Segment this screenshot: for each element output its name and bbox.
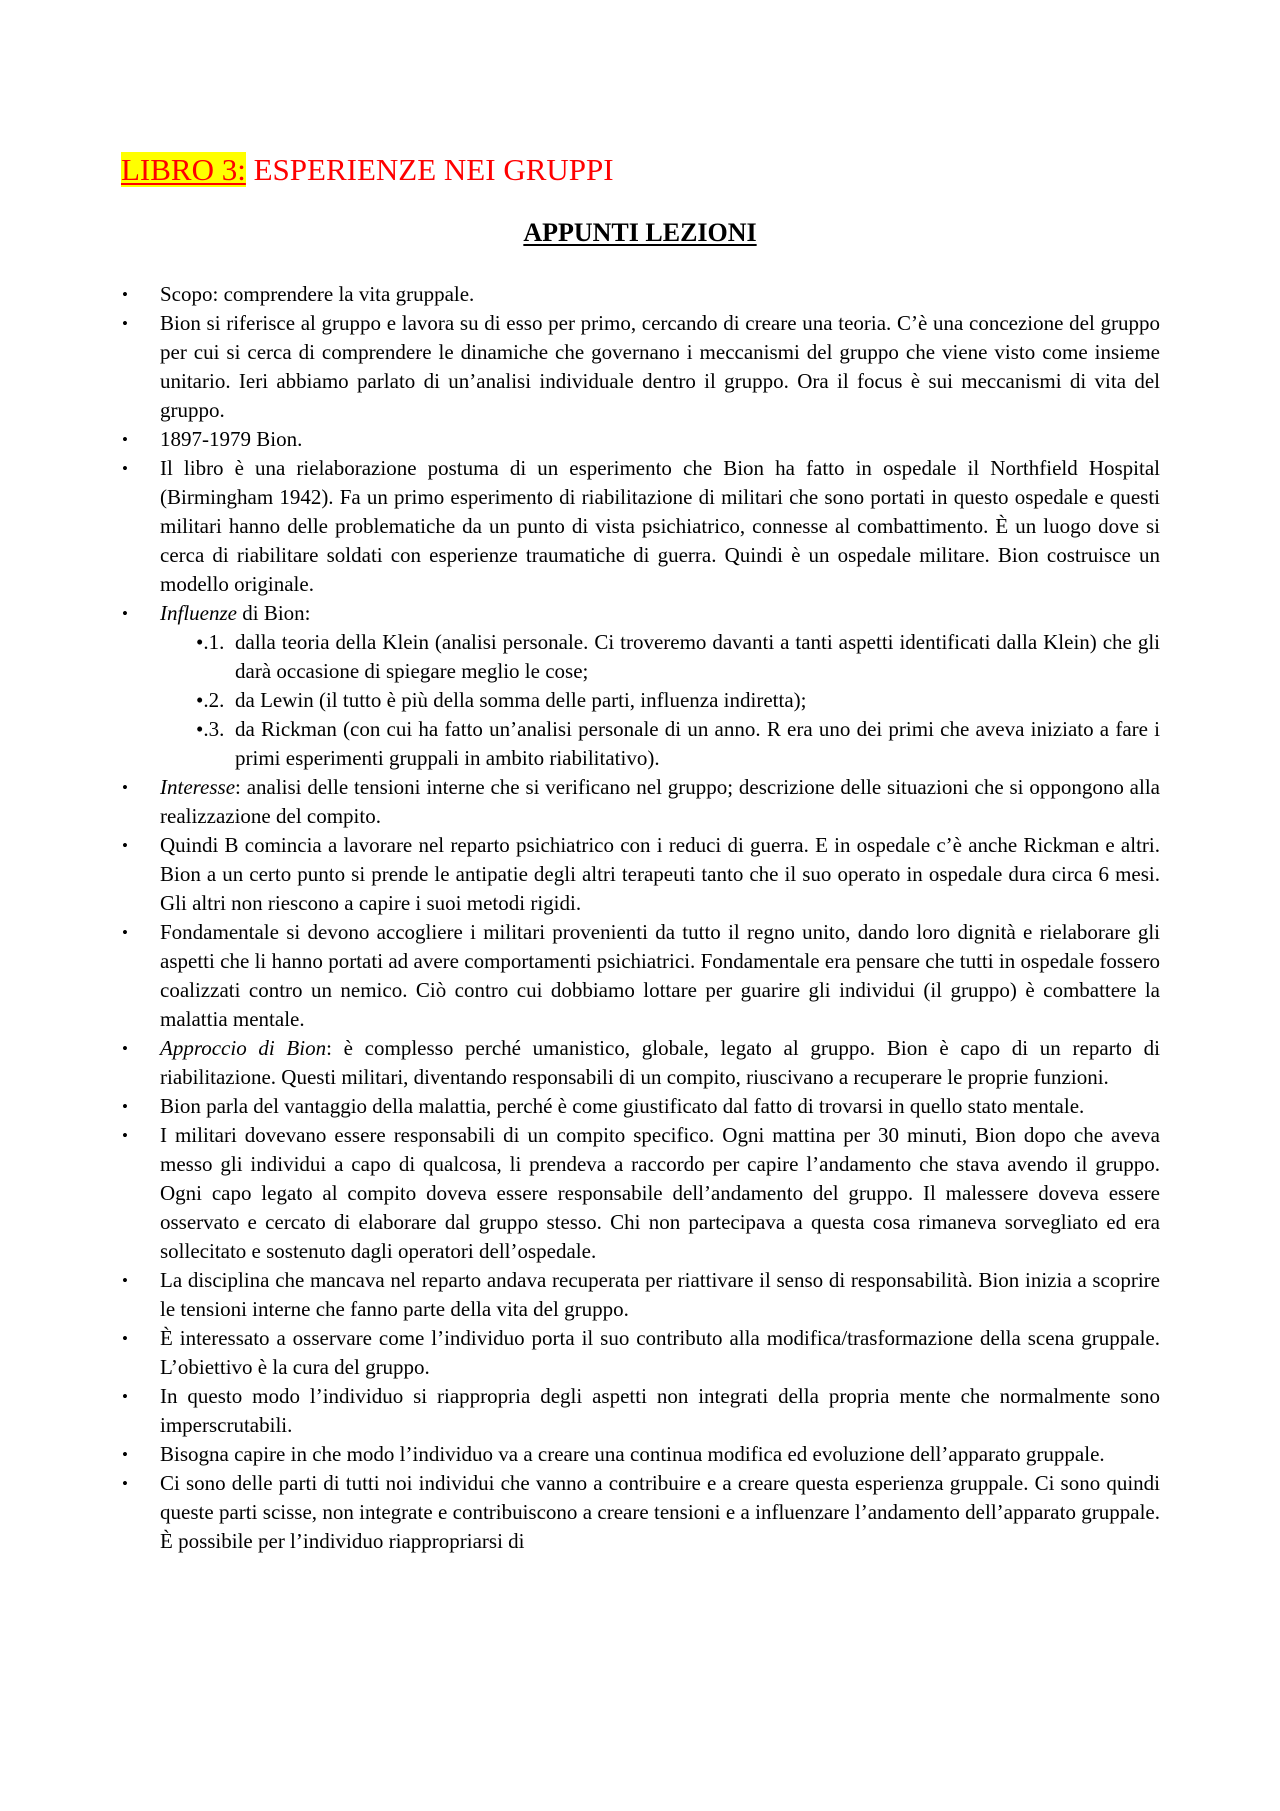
sublist-item (196, 715, 1160, 773)
list-item-text: In questo modo l’individuo si riappropria degli aspetti non integrati della propria mente che normalmente sono imperscrutabili. (160, 1384, 1160, 1437)
list-item (160, 1121, 1160, 1266)
section-heading: APPUNTI LEZIONI (523, 218, 757, 247)
list-item (160, 309, 1160, 425)
list-item-text: Quindi B comincia a lavorare nel reparto psichiatrico con i reduci di guerra. E in ospedale c’è anche Rickman e altri. Bion a un certo punto si prende le antipatie degli altri terapeuti tanto che il suo operato in ospedale dura circa 6 mesi. Gli altri non riescono a capire i suoi metodi rigidi. (160, 833, 1160, 915)
influences-sublist (160, 628, 1160, 773)
list-item (160, 918, 1160, 1034)
list-item-lead: Approccio di Bion (160, 1036, 327, 1060)
list-item-text: Ci sono delle parti di tutti noi individui che vanno a contribuire e a creare questa esperienza gruppale. Ci sono quindi queste parti scisse, non integrate e contribuiscono a creare tensioni e a influenzare l’andamento dell’apparato gruppale. È possibile per l’individuo riappropriarsi di (160, 1471, 1160, 1553)
list-item-text: 1897-1979 Bion. (160, 427, 303, 451)
list-item (160, 1092, 1160, 1121)
list-item (160, 831, 1160, 918)
list-item (160, 454, 1160, 599)
list-item (160, 1440, 1160, 1469)
list-item (160, 599, 1160, 773)
list-item-text: : è complesso perché umanistico, globale, legato al gruppo. Bion è capo di un reparto di riabilitazione. Questi militari, diventando responsabili di un compito, riuscivano a recuperare le proprie funzioni. (160, 1036, 1161, 1089)
list-item (160, 1266, 1160, 1324)
list-item (160, 1469, 1160, 1556)
list-item-lead: Interesse (160, 775, 236, 799)
list-item-text: : analisi delle tensioni interne che si verificano nel gruppo; descrizione delle situazioni che si oppongono alla realizzazione del compito. (160, 775, 1160, 828)
sublist-item (196, 686, 1160, 715)
document-title (121, 150, 614, 190)
list-item-text: di Bion: (236, 601, 311, 625)
sublist-number: •.3. (196, 717, 225, 741)
book-label: LIBRO 3: (121, 152, 246, 187)
book-title: ESPERIENZE NEI GRUPPI (245, 152, 614, 187)
list-item-text: Bion parla del vantaggio della malattia, perché è come giustificato dal fatto di trovarsi in quello stato mentale. (160, 1094, 1085, 1118)
sublist-number: •.1. (196, 630, 225, 654)
list-item (160, 280, 1160, 309)
list-item (160, 1324, 1160, 1382)
list-item-text: Bisogna capire in che modo l’individuo va a creare una continua modifica ed evoluzione dell’apparato gruppale. (160, 1442, 1105, 1466)
list-item-text: La disciplina che mancava nel reparto andava recuperata per riattivare il senso di responsabilità. Bion inizia a scoprire le tensioni interne che fanno parte della vita del gruppo. (160, 1268, 1160, 1321)
sublist-number: •.2. (196, 688, 225, 712)
sublist-item-text: da Rickman (con cui ha fatto un’analisi personale di un anno. R era uno dei primi che aveva iniziato a fare i primi esperimenti gruppali in ambito riabilitativo). (235, 717, 1160, 770)
list-item-text: Bion si riferisce al gruppo e lavora su di esso per primo, cercando di creare una teoria. C’è una concezione del gruppo per cui si cerca di comprendere le dinamiche che governano i meccanismi del gruppo che viene visto come insieme unitario. Ieri abbiamo parlato di un’analisi individuale dentro il gruppo. Ora il focus è sui meccanismi di vita del gruppo. (160, 311, 1160, 422)
list-item-text: È interessato a osservare come l’individuo porta il suo contributo alla modifica/trasformazione della scena gruppale. L’obiettivo è la cura del gruppo. (160, 1326, 1160, 1379)
list-item (160, 425, 1160, 454)
list-item-lead: Influenze (160, 601, 237, 625)
list-item (160, 1382, 1160, 1440)
list-item (160, 773, 1160, 831)
sublist-item (196, 628, 1160, 686)
list-item-text: I militari dovevano essere responsabili di un compito specifico. Ogni mattina per 30 minuti, Bion dopo che aveva messo gli individui a capo di qualcosa, li prendeva a raccordo per capire l’andamento che stava avendo il gruppo. Ogni capo legato al compito doveva essere responsabile dell’andamento del gruppo. Il malessere doveva essere osservato e cercato di elaborare dal gruppo stesso. Chi non partecipava a questa cosa rimaneva sorvegliato ed era sollecitato e sostenuto dagli operatori dell’ospedale. (160, 1123, 1160, 1263)
sublist-item-text: da Lewin (il tutto è più della somma delle parti, influenza indiretta); (235, 688, 807, 712)
list-item-text: Il libro è una rielaborazione postuma di un esperimento che Bion ha fatto in ospedale il Northfield Hospital (Birmingham 1942). Fa un primo esperimento di riabilitazione di militari che sono portati in questo ospedale e questi militari hanno delle problematiche da un punto di vista psichiatrico, connesse al combattimento. È un luogo dove si cerca di riabilitare soldati con esperienze traumatiche di guerra. Quindi è un ospedale militare. Bion costruisce un modello originale. (160, 456, 1160, 596)
sublist-item-text: dalla teoria della Klein (analisi personale. Ci troveremo davanti a tanti aspetti identificati dalla Klein) che gli darà occasione di spiegare meglio le cose; (235, 630, 1160, 683)
list-item-text: Scopo: comprendere la vita gruppale. (160, 282, 475, 306)
list-item-text: Fondamentale si devono accogliere i militari provenienti da tutto il regno unito, dando loro dignità e rielaborare gli aspetti che li hanno portati ad avere comportamenti psichiatrici. Fondamentale era pensare che tutti in ospedale fossero coalizzati contro un nemico. Ciò contro cui dobbiamo lottare per guarire gli individui (il gruppo) è combattere la malattia mentale. (160, 920, 1160, 1031)
notes-list (160, 280, 1160, 1556)
list-item (160, 1034, 1160, 1092)
